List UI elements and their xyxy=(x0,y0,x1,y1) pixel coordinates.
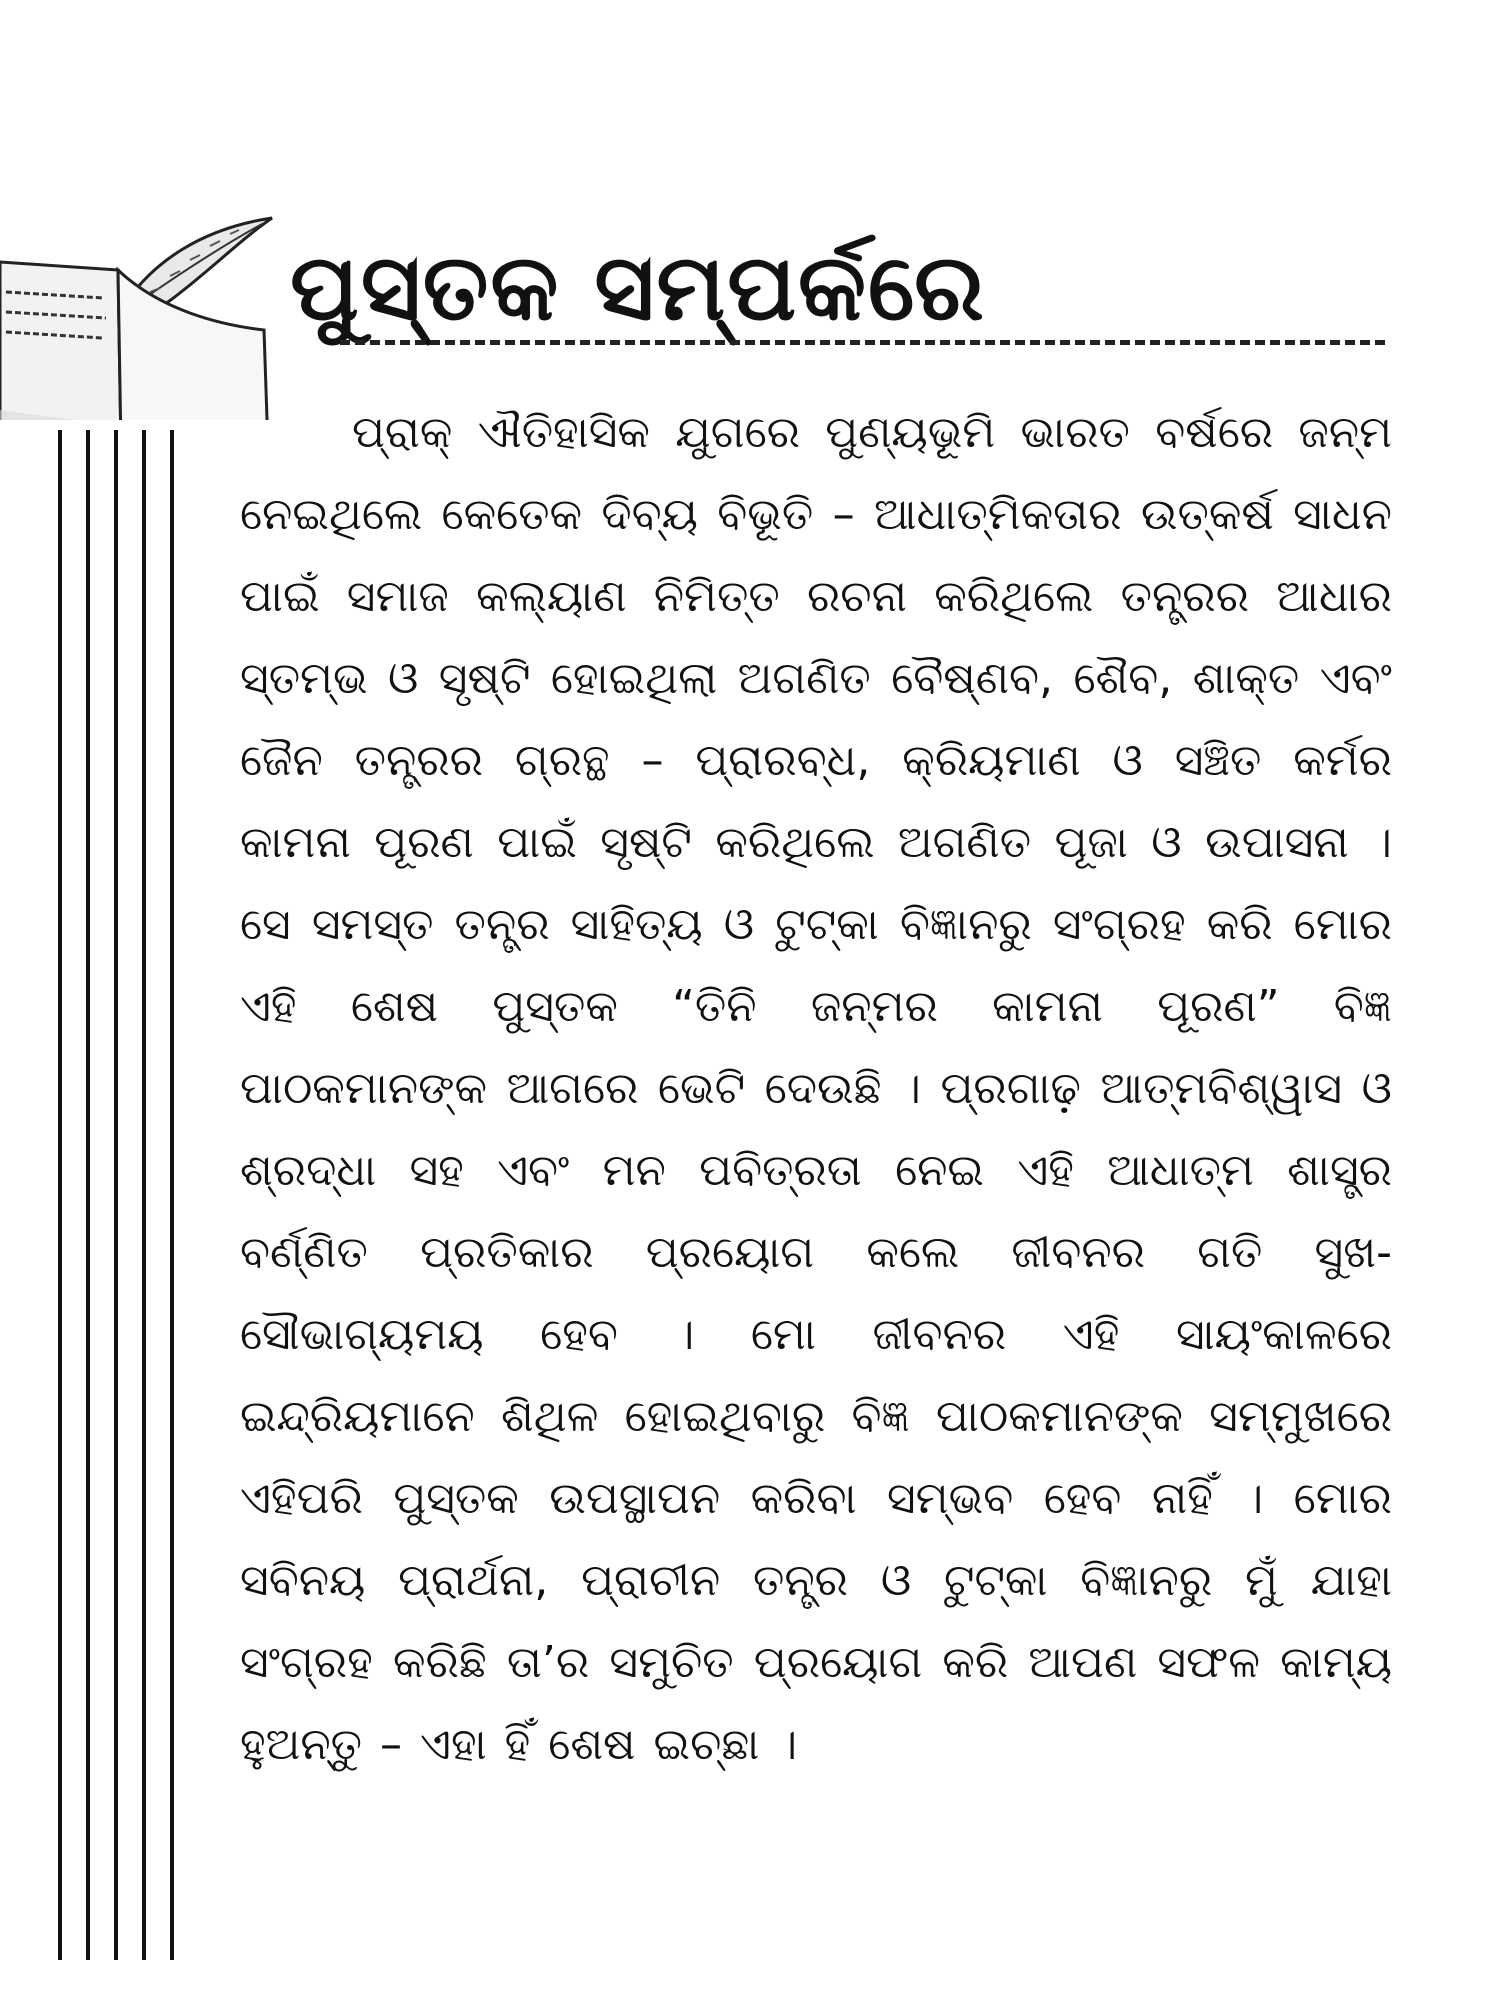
vertical-rule xyxy=(142,430,146,1960)
vertical-rule xyxy=(58,430,62,1960)
open-book-with-quill-icon xyxy=(0,110,290,420)
page-title: ପୁସ୍ତକ ସମ୍ପର୍କରେ xyxy=(290,234,986,341)
decorative-vertical-rules xyxy=(58,430,188,1960)
vertical-rule xyxy=(114,430,118,1960)
body-paragraph: ପ୍ରାକ୍ ଐତିହାସିକ ଯୁଗରେ ପୁଣ୍ୟଭୂମି ଭାରତ ବର୍ଷରେ ଜନ୍ମ ନେଇଥିଲେ କେତେକ ଦିବ୍ୟ ବିଭୂତି – ଆଧାତ୍ମିକତାର ଉତ୍କର୍ଷ ସାଧନ ପାଇଁ ସମାଜ କଲ୍ୟାଣ ନିମିତ୍ତ ରଚନା କରିଥିଲେ ତନ୍ତ୍ରର ଆଧାର ସ୍ତମ୍ଭ ଓ ସୃଷ୍ଟି ହୋଇଥିଲା ଅଗଣିତ ବୈଷ୍ଣବ, ଶୈବ, ଶାକ୍ତ ଏବଂ ଜୈନ ତନ୍ତ୍ରର ଗ୍ରନ୍ଥ – ପ୍ରାରବ୍ଧ, କ୍ରିୟମାଣ ଓ ସଞ୍ଚିତ କର୍ମର କାମନା ପୂରଣ ପାଇଁ ସୃଷ୍ଟି କରିଥିଲେ ଅଗଣିତ ପୂଜା ଓ ଉପାସନା । ସେ ସମସ୍ତ ତନ୍ତ୍ର ସାହିତ୍ୟ ଓ ଟୁଟ୍‌କା ବିଜ୍ଞାନରୁ ସଂଗ୍ରହ କରି ମୋର ଏହି ଶେଷ ପୁସ୍ତକ “ତିନି ଜନ୍ମର କାମନା ପୂରଣ” ବିଜ୍ଞ ପାଠକମାନଙ୍କ ଆଗରେ ଭେଟି ଦେଉଛି । ପ୍ରଗାଢ଼ ଆତ୍ମବିଶ୍ୱାସ ଓ ଶ୍ରଦ୍ଧା ସହ ଏବଂ ମନ ପବିତ୍ରତା ନେଇ ଏହି ଆଧାତ୍ମ ଶାସ୍ତ୍ର ବର୍ଣ୍ଣିତ ପ୍ରତିକାର ପ୍ରୟୋଗ କଲେ ଜୀବନର ଗତି ସୁଖ-ସୌଭାଗ୍ୟମୟ ହେବ । ମୋ ଜୀବନର ଏହି ସାୟଂକାଳରେ ଇନ୍ଦ୍ରିୟମାନେ ଶିଥିଳ ହୋଇଥିବାରୁ ବିଜ୍ଞ ପାଠକମାନଙ୍କ ସମ୍ମୁଖରେ ଏହିପରି ପୁସ୍ତକ ଉପସ୍ଥାପନ କରିବା ସମ୍ଭବ ହେବ ନାହିଁ । ମୋର ସବିନୟ ପ୍ରାର୍ଥନା, ପ୍ରାଚୀନ ତନ୍ତ୍ର ଓ ଟୁଟ୍‌କା ବିଜ୍ଞାନରୁ ମୁଁ ଯାହା ସଂଗ୍ରହ କରିଛି ତା’ର ସମୁଚିତ ପ୍ରୟୋଗ କରି ଆପଣ ସଫଳ କାମ୍ୟ ହୁଅନ୍ତୁ – ଏହା ହିଁ ଶେଷ ଇଚ୍ଛା । xyxy=(240,407,1392,1770)
vertical-rule xyxy=(86,430,90,1960)
title-underline-dashed xyxy=(340,340,1385,345)
vertical-rule xyxy=(170,430,174,1960)
